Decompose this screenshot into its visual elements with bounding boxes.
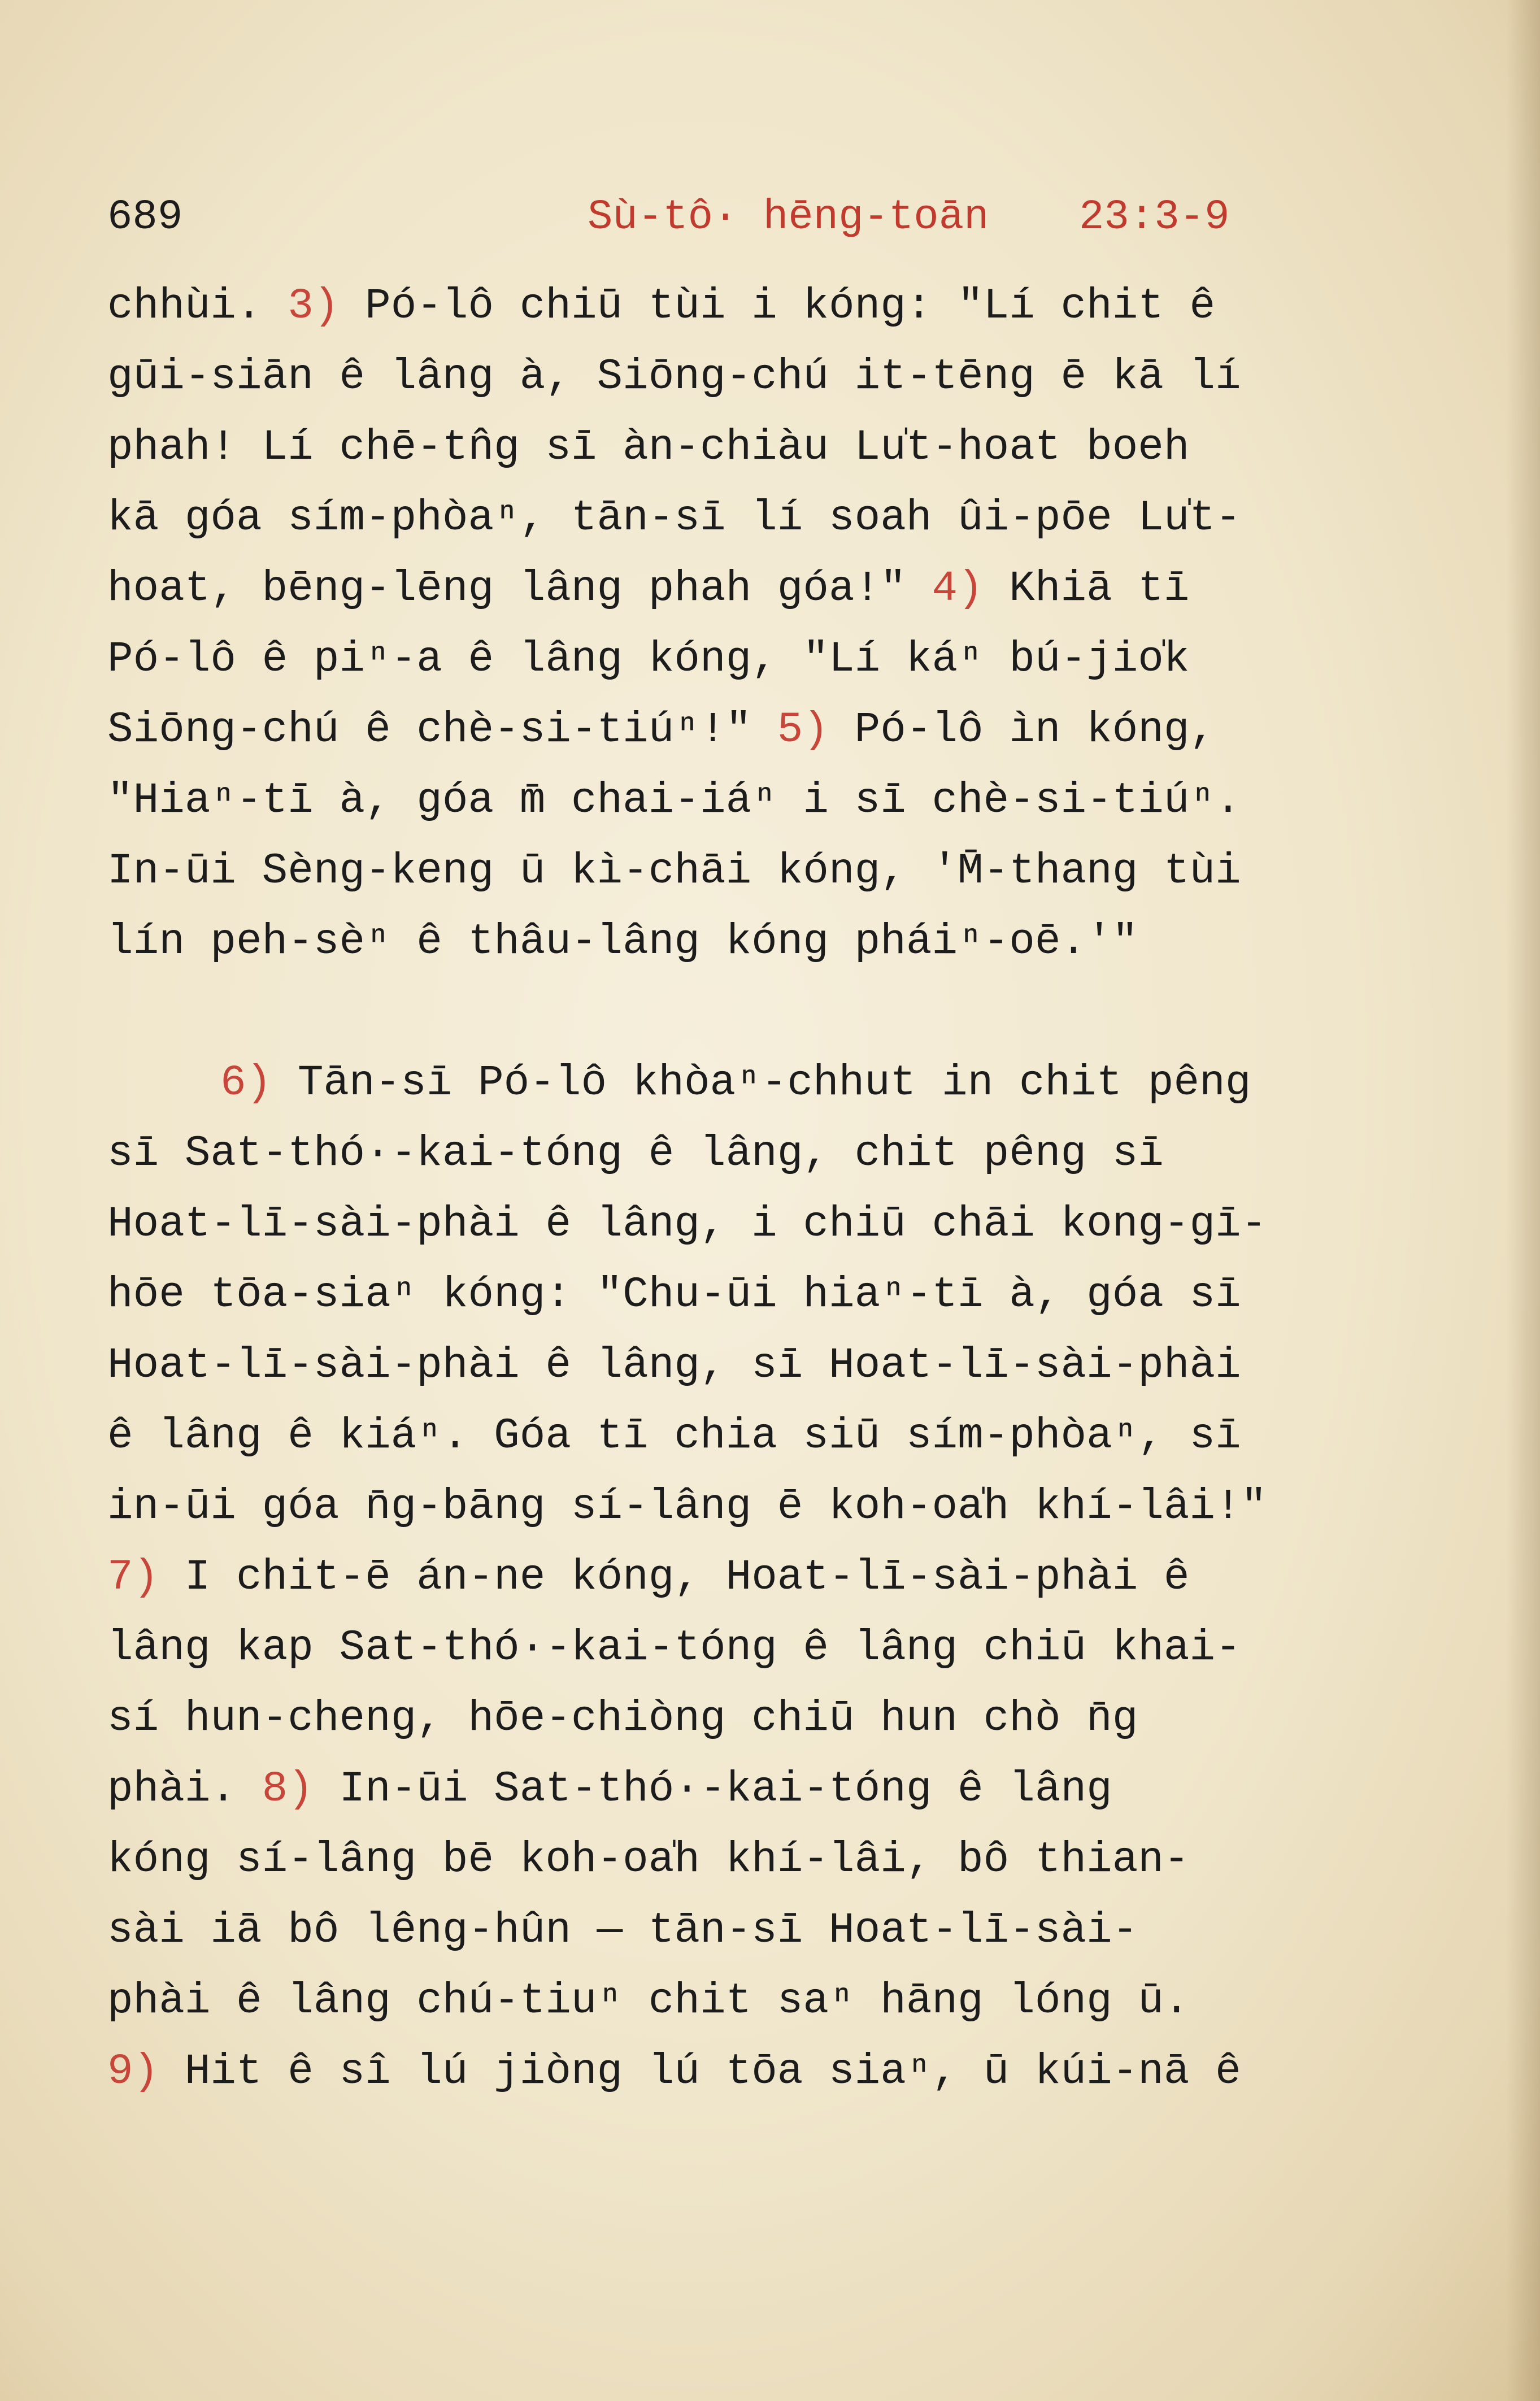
text-line: [107, 624, 1441, 695]
line-text: in-ūi góa n̄g-bāng sí-lâng ē koh-oa̍h khí-lâi!": [107, 1482, 1267, 1531]
text-line: [107, 765, 1441, 836]
line-text: gūi-siān ê lâng à, Siōng-chú it-tēng ē kā lí: [107, 353, 1241, 401]
chapter-verse-reference: 23:3-9: [1079, 194, 1230, 241]
line-text: In-ūi Sèng-keng ū kì-chāi kóng, 'M̄-thang tùi: [107, 847, 1241, 895]
line-text: Khiā tī: [983, 564, 1190, 613]
text-line: [107, 412, 1441, 483]
text-line: [107, 836, 1441, 907]
verse-number: 3): [288, 282, 340, 330]
text-line: [107, 1895, 1441, 1966]
text-line: [107, 271, 1441, 342]
text-line: [107, 1119, 1441, 1189]
text-line: [107, 1472, 1441, 1542]
page-header: [107, 186, 1441, 249]
text-line: [107, 1613, 1441, 1684]
page-number: 689: [107, 194, 183, 241]
line-text: sī Sat-thó·-kai-tóng ê lâng, chit pêng sī: [107, 1129, 1164, 1178]
text-line: [107, 1330, 1441, 1401]
verse-number: 4): [932, 564, 984, 613]
line-text: Pó-lô ê piⁿ-a ê lâng kóng, "Lí káⁿ bú-jio̍k: [107, 635, 1190, 684]
text-line: [107, 1401, 1441, 1472]
line-text: Pó-lô ìn kóng,: [829, 706, 1216, 754]
line-text: phài.: [107, 1765, 262, 1813]
line-text: sài iā bô lêng-hûn — tān-sī Hoat-lī-sài-: [107, 1906, 1138, 1955]
text-line: [107, 554, 1441, 624]
verse-number: 8): [262, 1765, 314, 1813]
page-edge-shadow: [1506, 0, 1540, 2401]
text-line: [107, 1048, 1441, 1119]
line-text: Pó-lô chiū tùi i kóng: "Lí chit ê: [339, 282, 1216, 330]
line-text: kóng sí-lâng bē koh-oa̍h khí-lâi, bô thian-: [107, 1835, 1190, 1884]
text-line: [107, 1754, 1441, 1825]
line-text: Hit ê sî lú jiòng lú tōa siaⁿ, ū kúi-nā ê: [159, 2047, 1241, 2096]
verse-number: 5): [777, 706, 829, 754]
body-text: [107, 271, 1441, 2107]
line-text: In-ūi Sat-thó·-kai-tóng ê lâng: [313, 1765, 1112, 1813]
verse-number: 9): [107, 2047, 159, 2096]
line-text: chhùi.: [107, 282, 288, 330]
text-line: [107, 1542, 1441, 1613]
line-text: ê lâng ê kiáⁿ. Góa tī chia siū sím-phòaⁿ, sī: [107, 1412, 1241, 1460]
text-line: [107, 1684, 1441, 1754]
line-text: lín peh-sèⁿ ê thâu-lâng kóng pháiⁿ-oē.'": [107, 917, 1138, 966]
text-line: [107, 907, 1441, 977]
line-text: phài ê lâng chú-tiuⁿ chit saⁿ hāng lóng ū.: [107, 1977, 1190, 2025]
line-text: kā góa sím-phòaⁿ, tān-sī lí soah ûi-pōe Lu̍t-: [107, 494, 1241, 542]
text-line: [107, 1825, 1441, 1895]
line-text: lâng kap Sat-thó·-kai-tóng ê lâng chiū khai-: [107, 1624, 1241, 1672]
line-text: Siōng-chú ê chè-si-tiúⁿ!": [107, 706, 777, 754]
text-line: [107, 342, 1441, 412]
line-text: hōe tōa-siaⁿ kóng: "Chu-ūi hiaⁿ-tī à, góa sī: [107, 1271, 1241, 1319]
text-line: [107, 2037, 1441, 2107]
paragraph-break: [107, 977, 1441, 1048]
text-line: [107, 1966, 1441, 2037]
line-text: sí hun-cheng, hōe-chiòng chiū hun chò n̄g: [107, 1694, 1138, 1743]
text-line: [107, 1189, 1441, 1260]
line-text: Hoat-lī-sài-phài ê lâng, i chiū chāi kong-gī-: [107, 1200, 1267, 1249]
line-text: phah! Lí chē-tn̂g sī àn-chiàu Lu̍t-hoat boeh: [107, 423, 1190, 472]
text-line: [107, 1260, 1441, 1330]
line-text: "Hiaⁿ-tī à, góa m̄ chai-iáⁿ i sī chè-si-tiúⁿ.: [107, 776, 1241, 825]
verse-number: 7): [107, 1553, 159, 1602]
line-text: Tān-sī Pó-lô khòaⁿ-chhut in chit pêng: [272, 1059, 1251, 1107]
line-text: Hoat-lī-sài-phài ê lâng, sī Hoat-lī-sài-phài: [107, 1341, 1241, 1390]
line-text: hoat, bēng-lēng lâng phah góa!": [107, 564, 932, 613]
text-line: [107, 483, 1441, 554]
line-text: I chit-ē án-ne kóng, Hoat-lī-sài-phài ê: [159, 1553, 1190, 1602]
text-line: [107, 695, 1441, 765]
verse-number: 6): [220, 1059, 272, 1107]
running-title: Sù-tô· hēng-toān: [588, 194, 989, 241]
